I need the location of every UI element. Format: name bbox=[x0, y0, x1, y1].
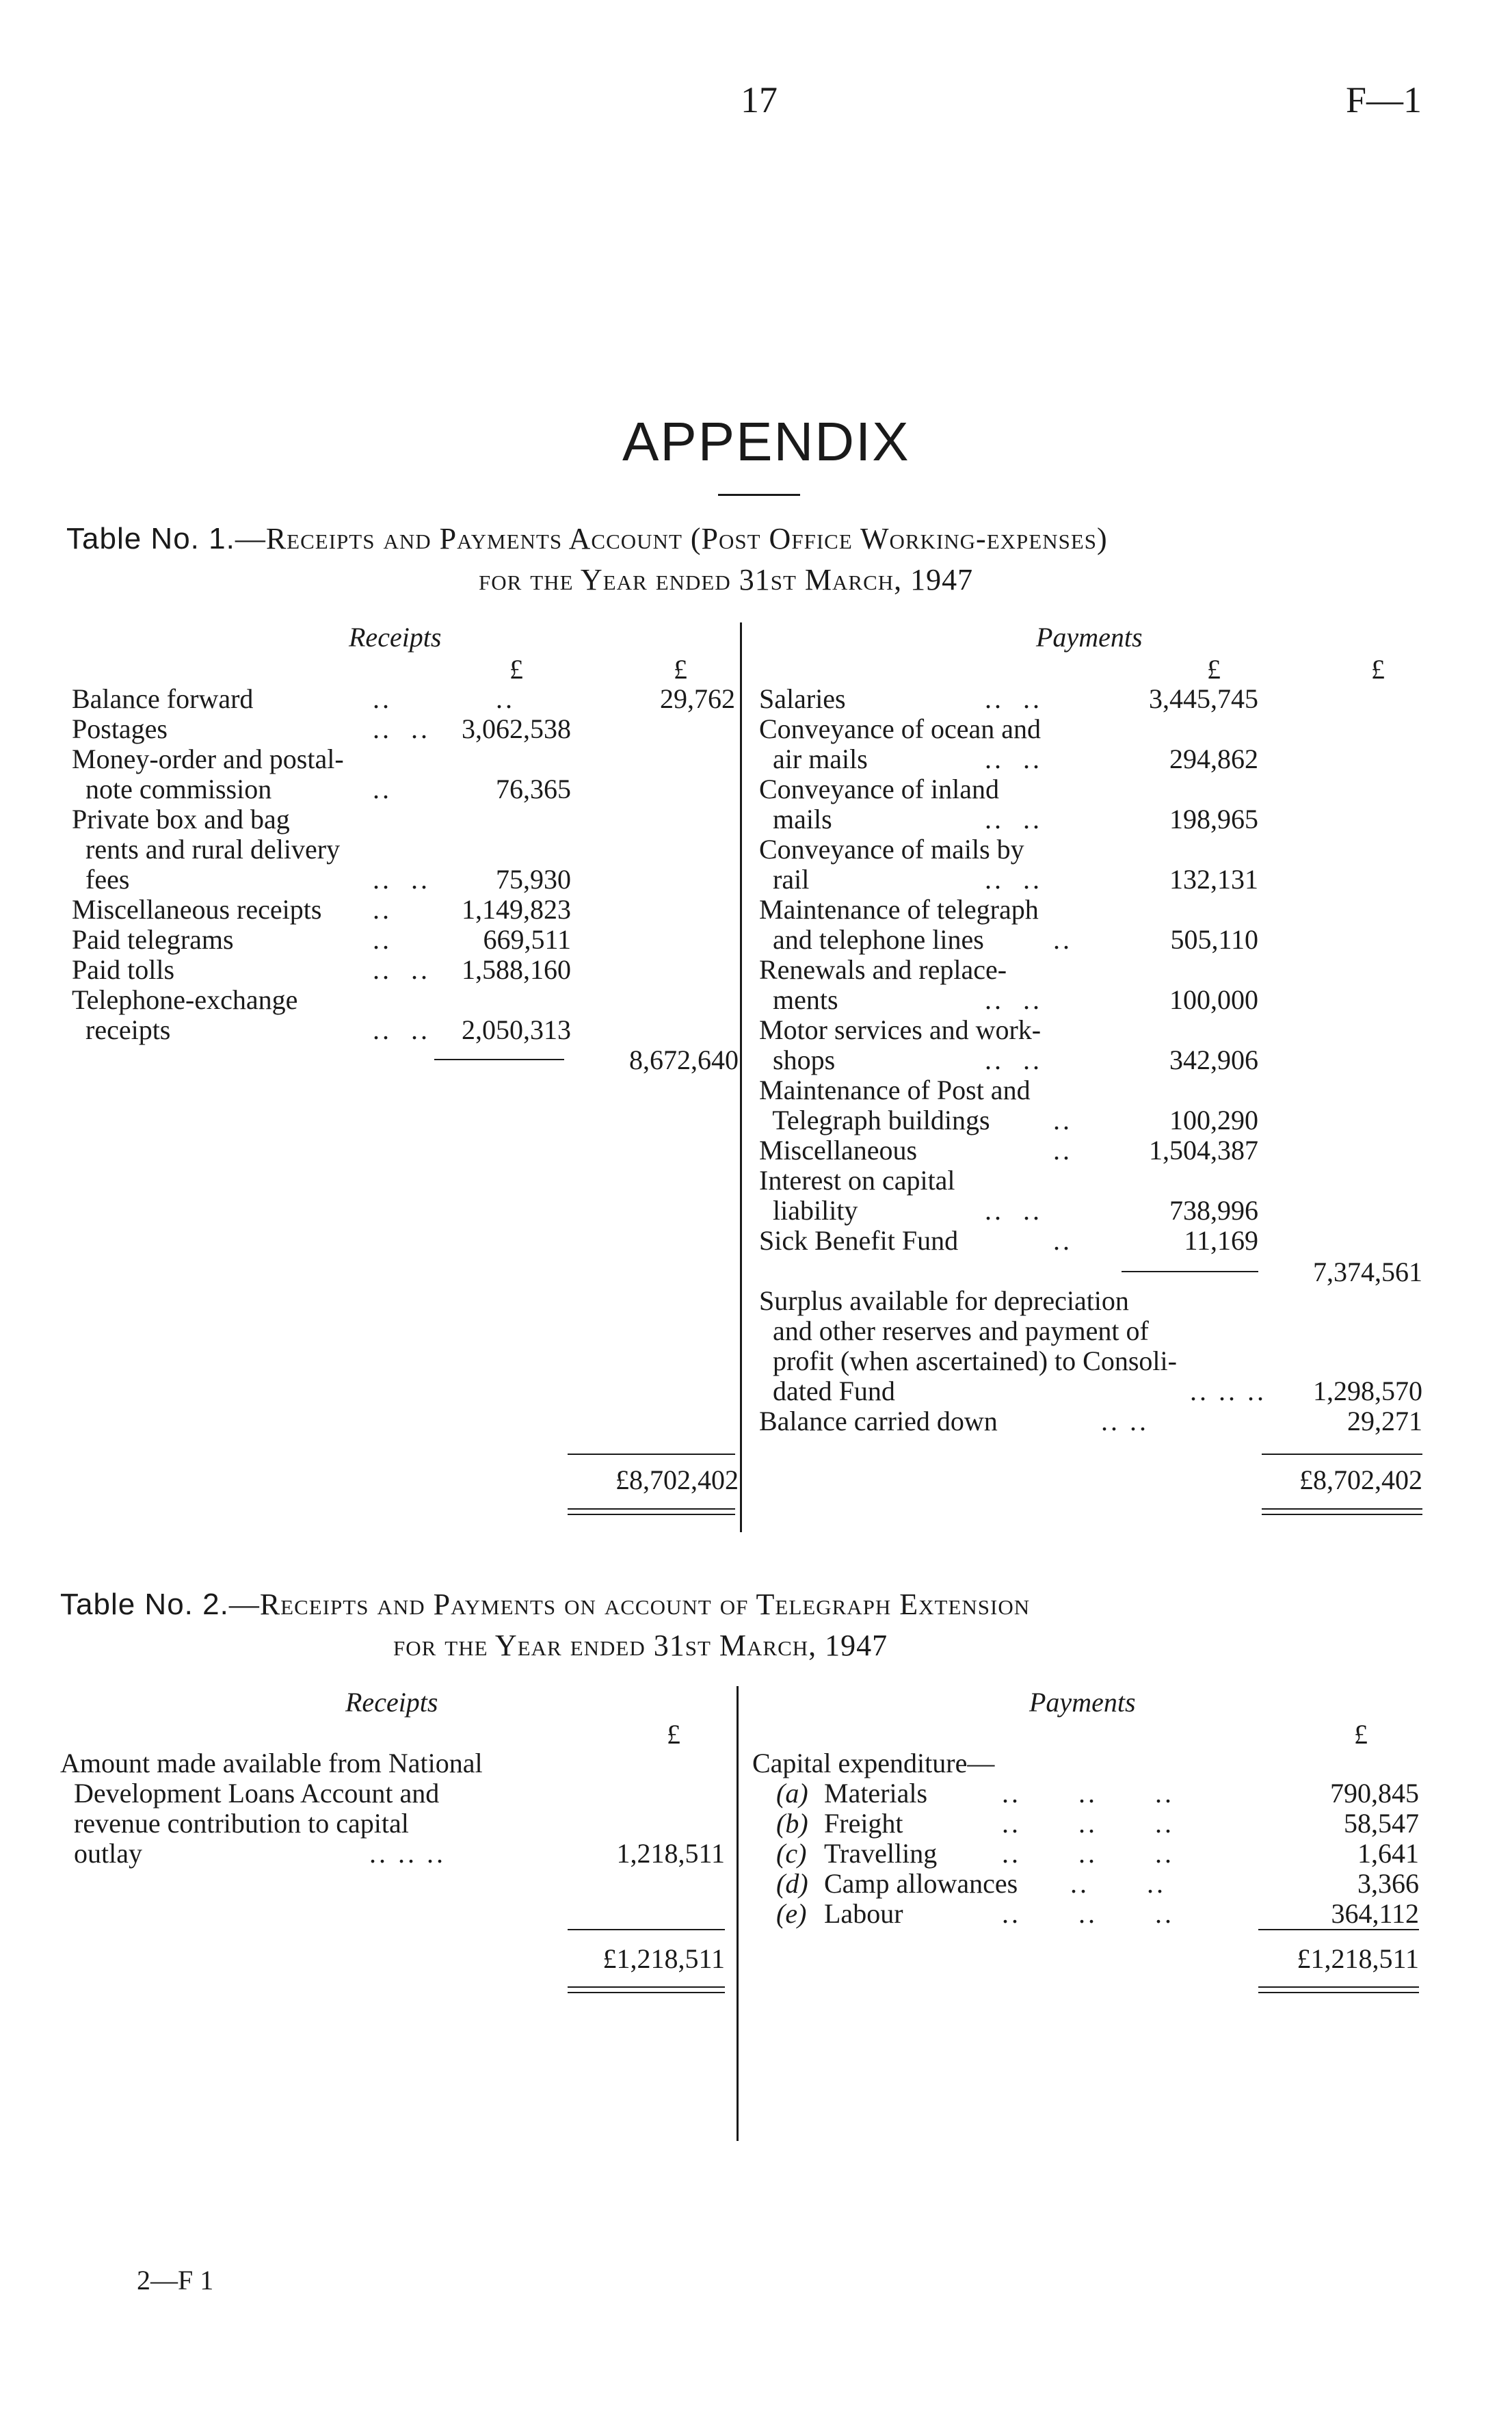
table-1-title bbox=[66, 521, 1108, 556]
double-rule bbox=[568, 1508, 735, 1515]
subtotal-rule bbox=[434, 1059, 564, 1060]
table-row bbox=[72, 714, 739, 744]
row-label: Conveyance of ocean and bbox=[759, 713, 1042, 744]
receipt-line: Development Loans Account and bbox=[60, 1778, 440, 1809]
table-row bbox=[72, 684, 739, 714]
page-number: 17 bbox=[741, 79, 778, 120]
row-label: rents and rural delivery bbox=[72, 834, 341, 865]
table-row bbox=[72, 1015, 739, 1045]
row-dots: .. bbox=[1053, 1135, 1072, 1166]
row-dots: .. .. .. bbox=[1002, 1838, 1174, 1869]
row-label: Conveyance of inland bbox=[759, 774, 999, 804]
table-row bbox=[759, 925, 1443, 955]
table-1-receipts-heading: Receipts bbox=[349, 622, 442, 653]
table-row bbox=[72, 835, 739, 865]
row-key: (e) bbox=[776, 1898, 807, 1929]
row-label: Money-order and postal- bbox=[72, 744, 344, 774]
row-label: rail bbox=[759, 864, 810, 895]
balance-carried-label: Balance carried down bbox=[759, 1406, 998, 1436]
row-key: (c) bbox=[776, 1838, 807, 1869]
surplus-dots: .. .. .. bbox=[1190, 1376, 1266, 1406]
appendix-title: APPENDIX bbox=[622, 411, 910, 472]
row-label: Labour bbox=[824, 1898, 903, 1929]
currency-symbol: £ bbox=[509, 654, 523, 685]
capital-expenditure-heading: Capital expenditure— bbox=[752, 1748, 995, 1778]
row-dots: .. .. bbox=[985, 744, 1042, 774]
receipts-subtotal: 8,672,640 bbox=[629, 1044, 739, 1075]
row-label: shops bbox=[759, 1044, 836, 1075]
row-dots: .. .. bbox=[373, 954, 430, 985]
row-label: Renewals and replace- bbox=[759, 954, 1007, 985]
table-1-payments-heading: Payments bbox=[1036, 622, 1143, 653]
row-label: Freight bbox=[824, 1808, 903, 1839]
table-row bbox=[72, 985, 739, 1015]
surplus-line: dated Fund bbox=[759, 1376, 895, 1406]
row-label: Miscellaneous bbox=[759, 1135, 918, 1166]
row-dots: .. .. bbox=[985, 1195, 1042, 1226]
row-label: Postages bbox=[72, 713, 168, 744]
row-label: Salaries bbox=[759, 683, 846, 714]
row-dots: .. bbox=[1053, 924, 1072, 955]
row-dots: .. .. bbox=[373, 864, 430, 895]
double-rule bbox=[568, 1986, 725, 1993]
total-rule bbox=[1258, 1929, 1419, 1930]
row-value: 364,112 bbox=[1331, 1898, 1419, 1929]
row-value: 29,762 bbox=[660, 683, 735, 714]
row-dots: .. .. .. bbox=[1002, 1808, 1174, 1839]
row-value: 76,365 bbox=[496, 774, 571, 804]
row-value: 790,845 bbox=[1330, 1778, 1419, 1809]
table-row bbox=[759, 774, 1443, 804]
row-label: Materials bbox=[824, 1778, 928, 1809]
row-value: 100,000 bbox=[1169, 984, 1258, 1015]
row-label: Balance forward bbox=[72, 683, 254, 714]
receipt-line: outlay bbox=[60, 1838, 142, 1869]
row-label: air mails bbox=[759, 744, 868, 774]
currency-symbol: £ bbox=[1354, 1719, 1368, 1750]
receipt-line: revenue contribution to capital bbox=[60, 1808, 409, 1839]
table-row bbox=[759, 1196, 1443, 1226]
currency-symbol: £ bbox=[674, 654, 687, 685]
table-row bbox=[759, 955, 1443, 985]
row-value: 1,149,823 bbox=[462, 894, 571, 925]
row-dots: .. .. bbox=[373, 1014, 430, 1045]
surplus-line: Surplus available for depreciation bbox=[759, 1285, 1129, 1316]
column-divider bbox=[740, 622, 742, 1532]
table-row bbox=[776, 1839, 1419, 1869]
table-1-title-line1: —Receipts and Payments Account (Post Office Working-expenses) bbox=[235, 522, 1108, 555]
table-2-receipts-heading: Receipts bbox=[345, 1687, 438, 1718]
row-label: Telephone-exchange bbox=[72, 984, 298, 1015]
total-rule bbox=[1262, 1454, 1422, 1455]
surplus-line: and other reserves and payment of bbox=[759, 1315, 1149, 1346]
row-dots: .. bbox=[373, 894, 392, 925]
row-dots: .. bbox=[373, 774, 392, 804]
row-label: Paid tolls bbox=[72, 954, 175, 985]
row-label: Conveyance of mails by bbox=[759, 834, 1024, 865]
table-row bbox=[776, 1899, 1419, 1929]
table-row bbox=[759, 714, 1443, 744]
row-value: 198,965 bbox=[1169, 804, 1258, 835]
row-key: (d) bbox=[776, 1868, 808, 1899]
table-2-payments-heading: Payments bbox=[1029, 1687, 1136, 1718]
table-2-title bbox=[60, 1587, 1030, 1622]
row-value: 11,169 bbox=[1184, 1225, 1258, 1256]
row-label: Maintenance of telegraph bbox=[759, 894, 1039, 925]
table-row bbox=[759, 1135, 1443, 1166]
row-value: 3,062,538 bbox=[462, 713, 571, 744]
row-label: receipts bbox=[72, 1014, 171, 1045]
balance-carried-value: 29,271 bbox=[1347, 1406, 1422, 1436]
row-value: 75,930 bbox=[496, 864, 571, 895]
row-value: 3,366 bbox=[1357, 1868, 1419, 1899]
table-row bbox=[776, 1869, 1419, 1899]
table-row bbox=[759, 1166, 1443, 1196]
payments-total: £8,702,402 bbox=[1299, 1464, 1422, 1495]
row-value: 1,504,387 bbox=[1149, 1135, 1258, 1166]
row-value: 132,131 bbox=[1169, 864, 1258, 895]
total-rule bbox=[568, 1929, 725, 1930]
table-row bbox=[759, 744, 1443, 774]
table-row bbox=[759, 804, 1443, 835]
row-label: liability bbox=[759, 1195, 858, 1226]
table-row bbox=[776, 1778, 1419, 1809]
double-rule bbox=[1262, 1508, 1422, 1515]
surplus-value: 1,298,570 bbox=[1313, 1376, 1422, 1406]
table-row bbox=[759, 895, 1443, 925]
row-dots: .. bbox=[496, 683, 515, 714]
currency-symbol: £ bbox=[667, 1719, 680, 1750]
row-value: 1,641 bbox=[1357, 1838, 1419, 1869]
surplus-line: profit (when ascertained) to Consoli- bbox=[759, 1345, 1177, 1376]
currency-symbol: £ bbox=[1207, 654, 1221, 685]
table-row bbox=[72, 955, 739, 985]
row-dots: .. .. bbox=[985, 683, 1042, 714]
subtotal-rule bbox=[1122, 1271, 1258, 1272]
row-label: Paid telegrams bbox=[72, 924, 234, 955]
row-dots: .. bbox=[373, 924, 392, 955]
table-row bbox=[72, 925, 739, 955]
payments-subtotal: 7,374,561 bbox=[1313, 1257, 1422, 1287]
table-row bbox=[72, 865, 739, 895]
total-rule bbox=[568, 1454, 735, 1455]
row-dots: .. bbox=[373, 683, 392, 714]
footer-signature: 2—F 1 bbox=[137, 2265, 214, 2296]
balance-carried-dots: .. .. bbox=[1101, 1406, 1149, 1436]
row-value: 342,906 bbox=[1169, 1044, 1258, 1075]
table-row bbox=[759, 835, 1443, 865]
row-label: ments bbox=[759, 984, 838, 1015]
receipts-total: £1,218,511 bbox=[602, 1943, 725, 1974]
row-value: 738,996 bbox=[1169, 1195, 1258, 1226]
table-row bbox=[759, 985, 1443, 1015]
table-2-title-line2: for the Year ended 31st March, 1947 bbox=[393, 1629, 888, 1662]
row-value: 58,547 bbox=[1344, 1808, 1419, 1839]
table-row bbox=[759, 865, 1443, 895]
row-dots: .. .. bbox=[985, 804, 1042, 835]
receipts-total: £8,702,402 bbox=[615, 1464, 739, 1495]
row-value: 2,050,313 bbox=[462, 1014, 571, 1045]
table-row bbox=[759, 1015, 1443, 1045]
row-label: Private box and bag bbox=[72, 804, 290, 835]
title-rule bbox=[718, 494, 800, 496]
table-row bbox=[72, 895, 739, 925]
receipt-value: 1,218,511 bbox=[616, 1838, 725, 1869]
row-dots: .. .. bbox=[373, 713, 430, 744]
row-label: note commission bbox=[72, 774, 272, 804]
table-row bbox=[759, 1226, 1443, 1256]
row-key: (a) bbox=[776, 1778, 808, 1809]
row-label: Camp allowances bbox=[824, 1868, 1018, 1899]
table-row bbox=[759, 1105, 1443, 1135]
table-row bbox=[776, 1809, 1419, 1839]
currency-symbol: £ bbox=[1371, 654, 1385, 685]
table-row bbox=[759, 1075, 1443, 1105]
double-rule bbox=[1258, 1986, 1419, 1993]
row-label: Motor services and work- bbox=[759, 1014, 1042, 1045]
row-value: 3,445,745 bbox=[1149, 683, 1258, 714]
row-key: (b) bbox=[776, 1808, 808, 1839]
row-label: Maintenance of Post and bbox=[759, 1075, 1031, 1105]
row-dots: .. .. .. bbox=[1002, 1778, 1174, 1809]
row-dots: .. .. bbox=[985, 1044, 1042, 1075]
table-row bbox=[759, 684, 1443, 714]
row-value: 1,588,160 bbox=[462, 954, 571, 985]
row-dots: .. .. bbox=[985, 864, 1042, 895]
row-dots: .. bbox=[1053, 1225, 1072, 1256]
column-divider bbox=[737, 1686, 739, 2141]
row-value: 100,290 bbox=[1169, 1105, 1258, 1135]
table-row bbox=[72, 774, 739, 804]
row-value: 505,110 bbox=[1170, 924, 1258, 955]
row-dots: .. .. bbox=[1070, 1868, 1166, 1899]
table-row bbox=[72, 804, 739, 835]
row-value: 294,862 bbox=[1169, 744, 1258, 774]
receipt-dots: .. .. .. bbox=[369, 1838, 446, 1869]
row-dots: .. .. bbox=[985, 984, 1042, 1015]
table-row bbox=[759, 1045, 1443, 1075]
payments-total: £1,218,511 bbox=[1297, 1943, 1419, 1974]
table-2-title-line1: —Receipts and Payments on account of Telegraph Extension bbox=[228, 1588, 1031, 1621]
document-reference: F—1 bbox=[1346, 79, 1422, 120]
row-label: and telephone lines bbox=[759, 924, 984, 955]
row-label: Travelling bbox=[824, 1838, 938, 1869]
row-label: Telegraph buildings bbox=[759, 1105, 990, 1135]
row-label: Sick Benefit Fund bbox=[759, 1225, 959, 1256]
table-1-label: Table No. 1. bbox=[66, 522, 235, 555]
row-label: mails bbox=[759, 804, 832, 835]
table-row bbox=[72, 744, 739, 774]
row-value: 669,511 bbox=[483, 924, 571, 955]
row-label: Interest on capital bbox=[759, 1165, 955, 1196]
row-label: fees bbox=[72, 864, 130, 895]
table-1-title-line2: for the Year ended 31st March, 1947 bbox=[479, 563, 974, 596]
row-dots: .. bbox=[1053, 1105, 1072, 1135]
row-dots: .. .. .. bbox=[1002, 1898, 1174, 1929]
row-label: Miscellaneous receipts bbox=[72, 894, 322, 925]
receipt-line: Amount made available from National bbox=[60, 1748, 483, 1778]
table-2-label: Table No. 2. bbox=[60, 1588, 229, 1621]
